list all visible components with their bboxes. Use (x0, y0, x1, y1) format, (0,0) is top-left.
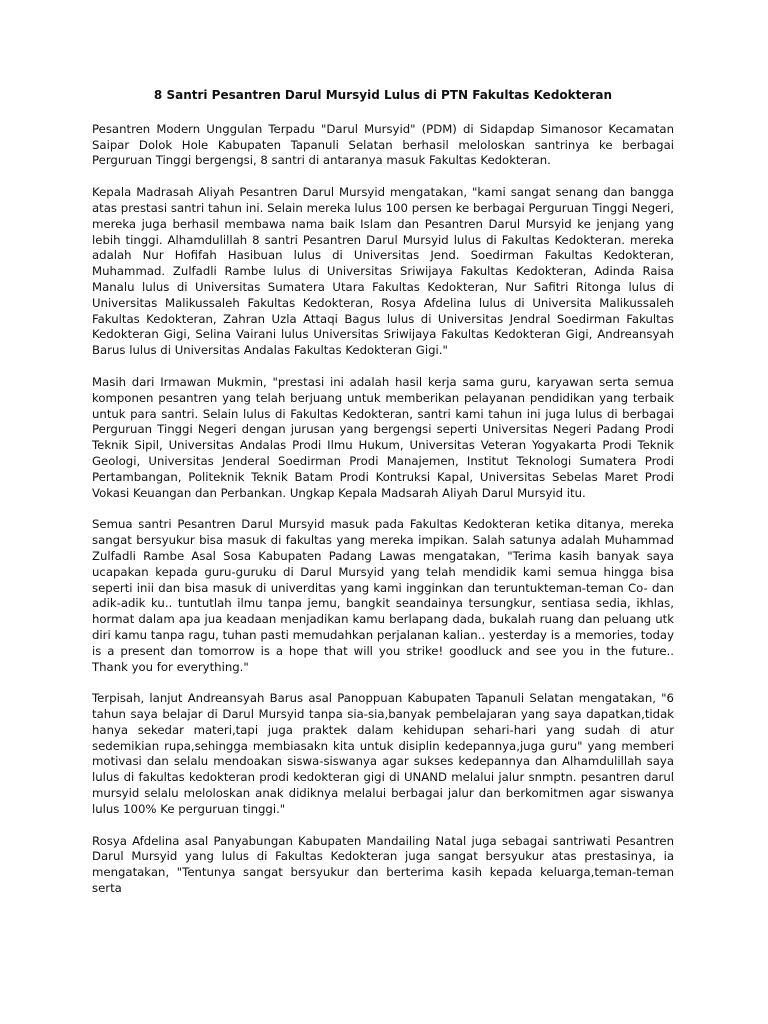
paragraph-andreansyah-barus: Terpisah, lanjut Andreansyah Barus asal Panoppuan Kabupaten Tapanuli Selatan mengatakan, "6 tahun saya belajar di Darul Mursyid tanpa sia-sia,banyak pembelajaran yang saya dapatkan,tidak hanya sekedar materi,tapi juga praktek dalam kehidupan sehari-hari yang sudah di atur sedemikian rupa,sehingga membiasakn kita untuk disiplin kedepannya,juga guru" yang memberi motivasi dan selalu mendoakan siswa-siswanya agar sukses kedepannya dan Alhamdulillah saya lulus di fakultas kedokteran prodi kedokteran gigi di UNAND melalui jalur snmptn. pesantren darul mursyid selalu meloloskan anak didiknya melalui berbagai jalur dan berkomitmen agar siswanya lulus 100% Ke perguruan tinggi." (92, 691, 674, 816)
paragraph-irmawan-mukmin: Masih dari Irmawan Mukmin, "prestasi ini adalah hasil kerja sama guru, karyawan serta semua komponen pesantren yang telah berjuang untuk memberikan pelayanan pendidikan yang terbaik untuk para santri. Selain lulus di Fakultas Kedokteran, santri kami tahun ini juga lulus di berbagai Perguruan Tinggi Negeri dengan jurusan yang bergengsi seperti Universitas Negeri Padang Prodi Teknik Sipil, Universitas Andalas Prodi Ilmu Hukum, Universitas Veteran Yogyakarta Prodi Teknik Geologi, Universitas Jenderal Soedirman Prodi Manajemen, Institut Teknologi Sumatera Prodi Pertambangan, Politeknik Teknik Batam Prodi Kontruksi Kapal, Universitas Sebelas Maret Prodi Vokasi Keuangan dan Perbankan. Ungkap Kepala Madsarah Aliyah Darul Mursyid itu. (92, 374, 674, 500)
document-title: 8 Santri Pesantren Darul Mursyid Lulus di PTN Fakultas Kedokteran (153, 88, 613, 102)
paragraph-zulfadli-rambe: Semua santri Pesantren Darul Mursyid masuk pada Fakultas Kedokteran ketika ditanya, mereka sangat bersyukur bisa masuk di fakultas yang mereka impikan. Salah satunya adalah Muhammad Zulfadli Rambe Asal Sosa Kabupaten Padang Lawas mengatakan, "Terima kasih banyak saya ucapakan kepada guru-guruku di Darul Mursyid yang telah mendidik kami semua hingga bisa seperti inii dan bisa masuk di univerditas yang kami ingginkan dan teruntukteman-teman Co- dan adik-adik ku.. tuntutlah ilmu tanpa jemu, bangkit seandainya tersungkur, sentiasa sedia, ikhlas, hormat dalam apa jua keadaan menjadikan kamu berlapang dada, bukalah ruang dan peluang utk diri kamu tanpa ragu, tuhan pasti memudahkan perjalanan kalian.. yesterday is a memories, today is a present dan tomorrow is a hope that will you strike! goodluck and see you in the future.. Thank you for everything." (92, 517, 674, 674)
document-page (92, 78, 674, 913)
paragraph-rosya-afdelina: Rosya Afdelina asal Panyabungan Kabupaten Mandailing Natal juga sebagai santriwati Pesantren Darul Mursyid yang lulus di Fakultas Kedokteran juga sangat bersyukur atas prestasinya, ia mengatakan, "Tentunya sangat bersyukur dan berterima kasih kepada keluarga,teman-teman serta (92, 833, 674, 896)
paragraph-kepala-madrasah: Kepala Madrasah Aliyah Pesantren Darul Mursyid mengatakan, "kami sangat senang dan bangga atas prestasi santri tahun ini. Selain mereka lulus 100 persen ke berbagai Perguruan Tinggi Negeri, mereka juga berhasil membawa nama baik Islam dan Pesantren Darul Mursyid ke jenjang yang lebih tinggi. Alhamdulillah 8 santri Pesantren Darul Mursyid lulus di Fakultas Kedokteran. mereka adalah Nur Hofifah Hasibuan lulus di Universitas Jend. Soedirman Fakultas Kedokteran, Muhammad. Zulfadli Rambe lulus di Universitas Sriwijaya Fakultas Kedokteran, Adinda Raisa Manalu lulus di Universitas Sumatera Utara Fakultas Kedokteran, Nur Safitri Ritonga lulus di Universitas Malikussaleh Fakultas Kedokteran, Rosya Afdelina lulus di Universita Malikussaleh Fakultas Kedokteran, Zahran Uzla Attaqi Bagus lulus di Universitas Jendral Soedirman Fakultas Kedokteran Gigi, Selina Vairani lulus Universitas Sriwijaya Fakultas Kedokteran Gigi, Andreansyah Barus lulus di Universitas Andalas Fakultas Kedokteran Gigi." (92, 185, 674, 358)
paragraph-intro: Pesantren Modern Unggulan Terpadu "Darul Mursyid" (PDM) di Sidapdap Simanosor Kecamatan Saipar Dolok Hole Kabupaten Tapanuli Selatan berhasil meloloskan santrinya ke berbagai Perguruan Tinggi bergengsi, 8 santri di antaranya masuk Fakultas Kedokteran. (92, 121, 674, 168)
